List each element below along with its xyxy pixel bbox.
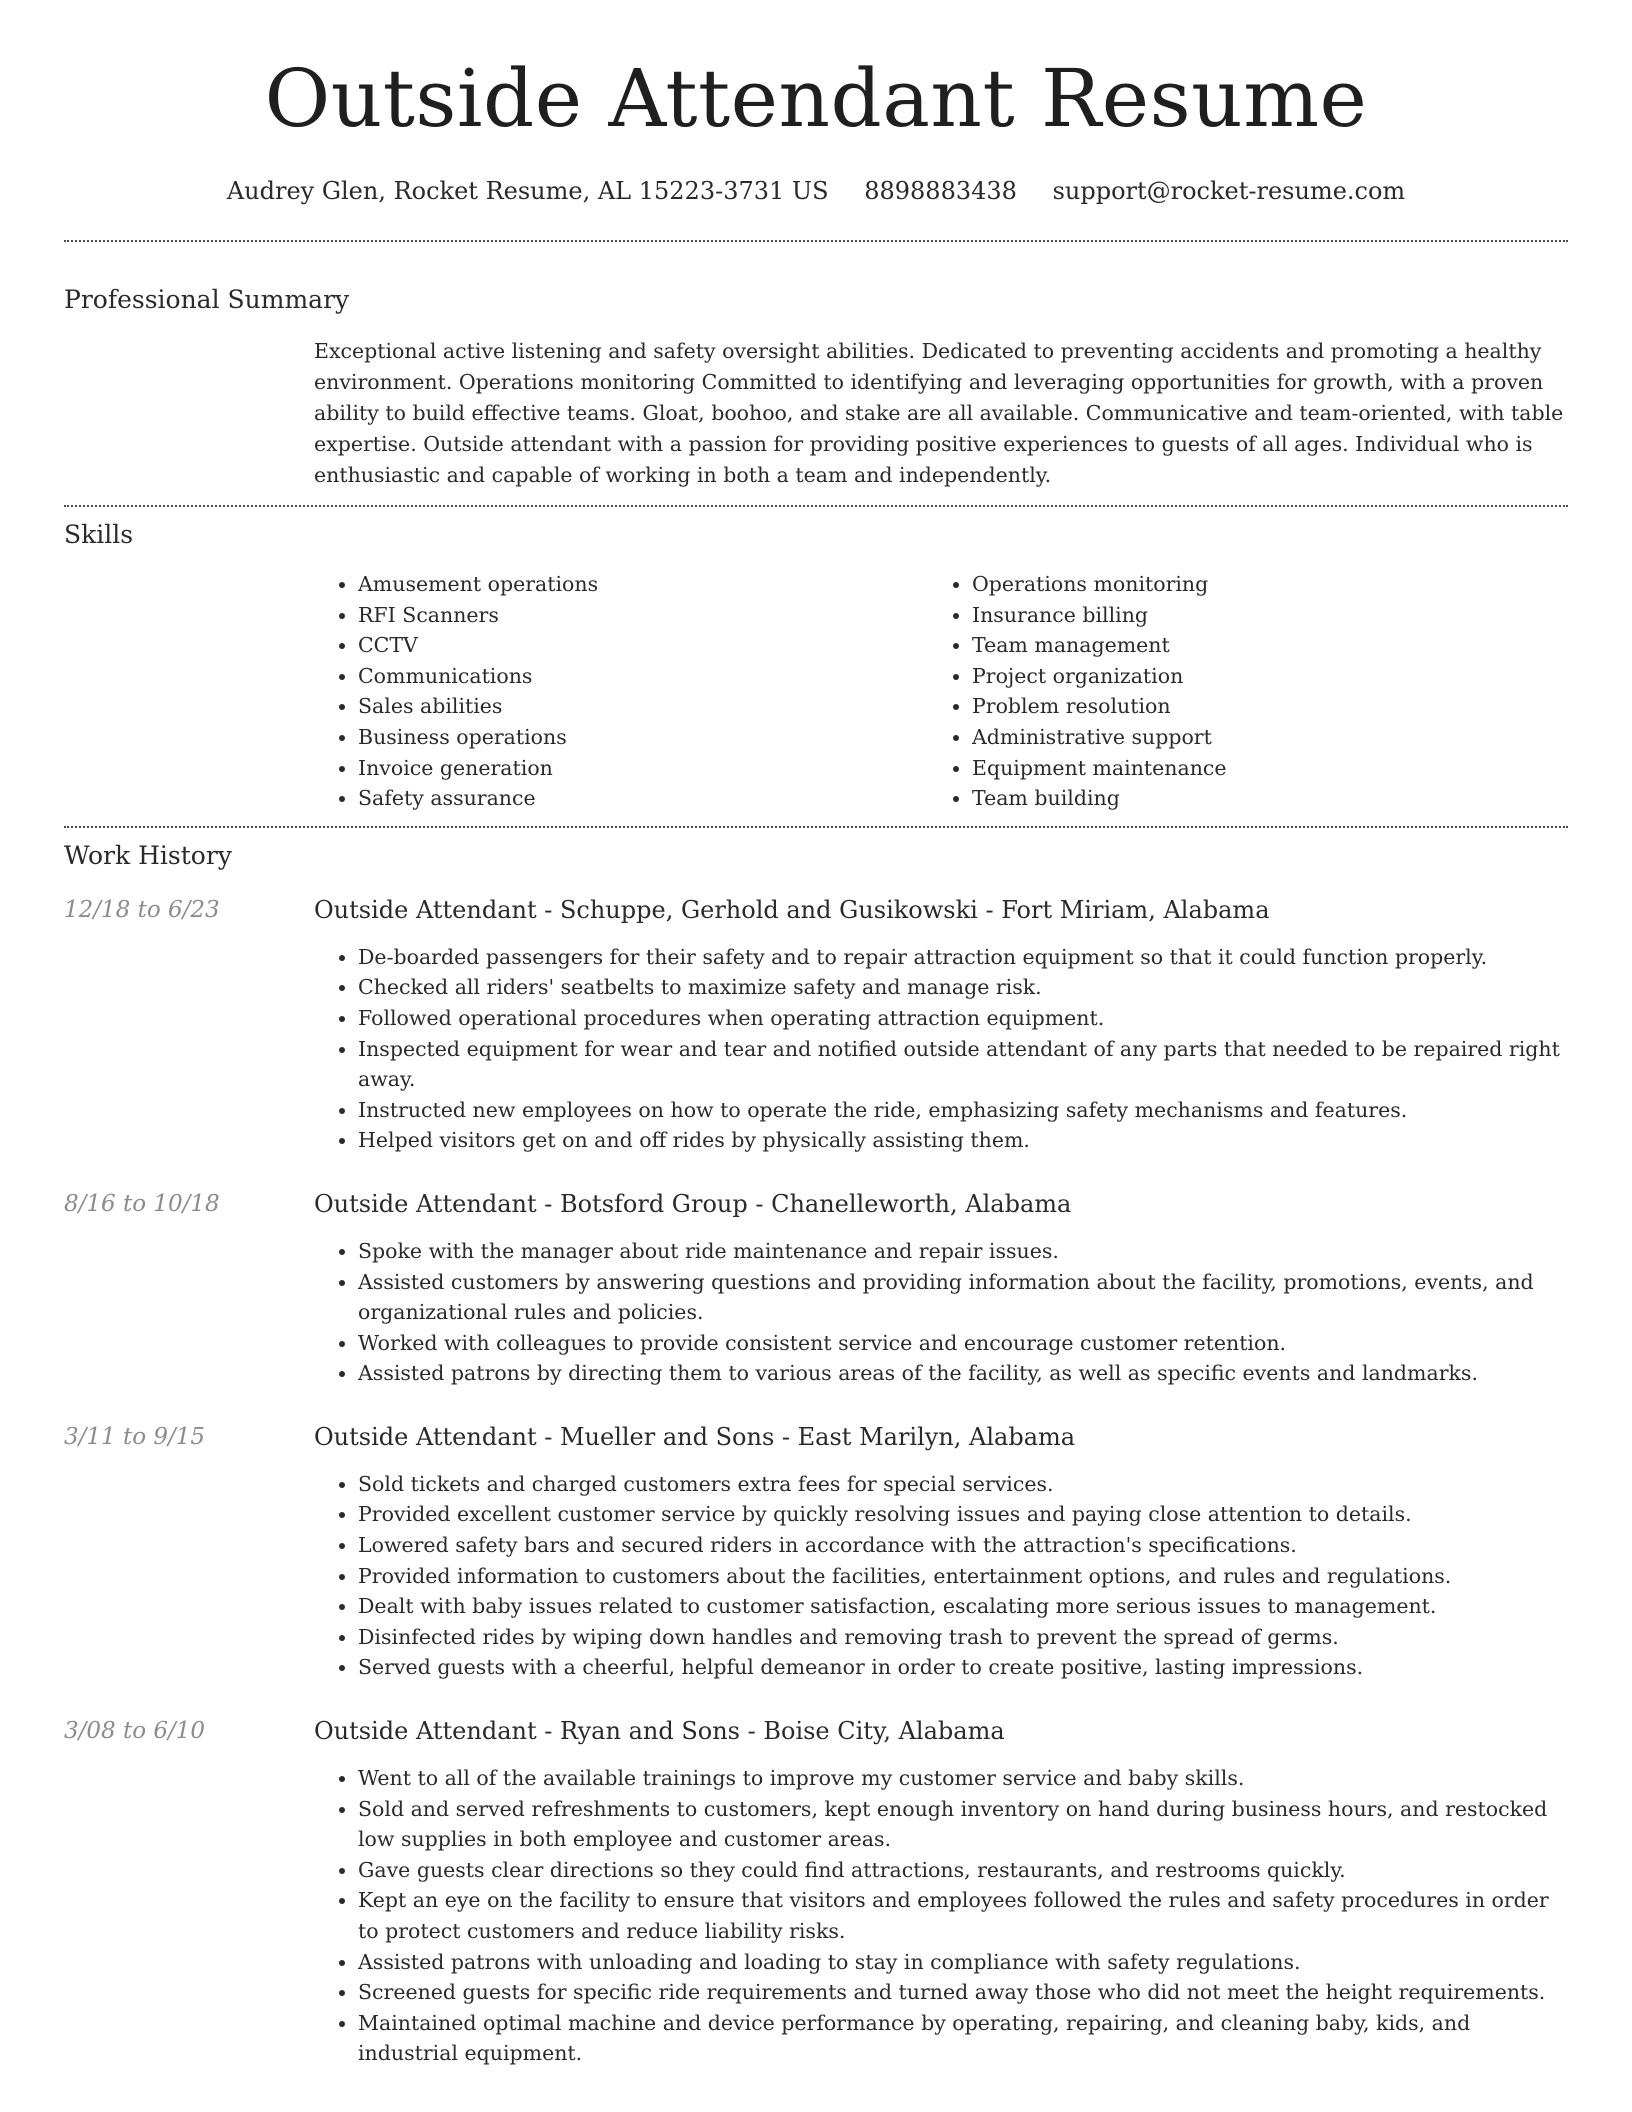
job-body	[314, 894, 1568, 1156]
job-bullet: • Helped visitors get on and off rides by physically assisting them.	[358, 1125, 1568, 1156]
job-heading: Outside Attendant - Mueller and Sons - East Marilyn, Alabama	[314, 1422, 1076, 1451]
job-bullet: • Went to all of the available trainings to improve my customer service and baby skills.	[358, 1763, 1568, 1794]
job-bullet: • Spoke with the manager about ride maintenance and repair issues.	[358, 1236, 1568, 1267]
job-bullets	[314, 942, 1568, 1156]
job-bullet: • De-boarded passengers for their safety and to repair attraction equipment so that it could function properly.	[358, 942, 1568, 973]
skill-item: • Invoice generation	[358, 753, 928, 784]
job-bullet: • Kept an eye on the facility to ensure that visitors and employees followed the rules and safety procedures in order to protect customers and reduce liability risks.	[358, 1885, 1568, 1946]
contact-email: support@rocket-resume.com	[1052, 177, 1406, 205]
job-bullet: • Followed operational procedures when operating attraction equipment.	[358, 1003, 1568, 1034]
job-bullet: • Dealt with baby issues related to customer satisfaction, escalating more serious issues to management.	[358, 1591, 1568, 1622]
job-dates: 8/16 to 10/18	[64, 1190, 220, 1217]
job-bullet: • Gave guests clear directions so they could find attractions, restaurants, and restrooms quickly.	[358, 1855, 1568, 1886]
job-bullet: • Inspected equipment for wear and tear and notified outside attendant of any parts that needed to be repaired right away.	[358, 1034, 1568, 1095]
skill-item: • Project organization	[972, 661, 1227, 692]
job-dates: 12/18 to 6/23	[64, 896, 220, 923]
skill-item: • Business operations	[358, 722, 928, 753]
skill-item: • Team building	[972, 783, 1227, 814]
contact-line	[64, 176, 1568, 206]
job-body	[314, 1715, 1568, 2069]
job-body	[314, 1421, 1568, 1683]
job-bullet: • Assisted patrons with unloading and loading to stay in compliance with safety regulations.	[358, 1947, 1568, 1978]
job-bullet: • Assisted customers by answering questions and providing information about the facility, promotions, events, and organizational rules and policies.	[358, 1267, 1568, 1328]
job-entry	[64, 1715, 1568, 2069]
job-bullet: • Disinfected rides by wiping down handles and removing trash to prevent the spread of germs.	[358, 1622, 1568, 1653]
job-bullet: • Checked all riders' seatbelts to maximize safety and manage risk.	[358, 972, 1568, 1003]
skill-item: • Equipment maintenance	[972, 753, 1227, 784]
resume-title: Outside Attendant Resume	[264, 52, 1368, 145]
job-bullet: • Sold and served refreshments to customers, kept enough inventory on hand during business hours, and restocked low supplies in both employee and customer areas.	[358, 1794, 1568, 1855]
skill-item: • Administrative support	[972, 722, 1227, 753]
skills-heading: Skills	[64, 520, 134, 549]
job-dates: 3/08 to 6/10	[64, 1718, 206, 1745]
contact-phone: 8898883438	[864, 177, 1017, 205]
job-bullets	[314, 1236, 1568, 1389]
skill-item: • Insurance billing	[972, 600, 1227, 631]
job-bullets	[314, 1469, 1568, 1683]
job-dates: 3/11 to 9/15	[64, 1423, 206, 1450]
skill-item: • Operations monitoring	[972, 569, 1227, 600]
skills-column-left	[314, 569, 928, 814]
skill-item: • Problem resolution	[972, 691, 1227, 722]
job-bullet: • Served guests with a cheerful, helpful demeanor in order to create positive, lasting impressions.	[358, 1652, 1568, 1683]
job-bullet: • Lowered safety bars and secured riders in accordance with the attraction's specifications.	[358, 1530, 1568, 1561]
skills-column-right	[928, 569, 1227, 814]
skill-item: • Safety assurance	[358, 783, 928, 814]
work-history-heading: Work History	[64, 840, 232, 870]
job-bullet: • Provided excellent customer service by quickly resolving issues and paying close attention to details.	[358, 1499, 1568, 1530]
section-divider	[64, 240, 1568, 242]
skill-item: • Sales abilities	[358, 691, 928, 722]
job-bullets	[314, 1763, 1568, 2069]
job-entry	[64, 1421, 1568, 1683]
job-bullet: • Sold tickets and charged customers extra fees for special services.	[358, 1469, 1568, 1500]
contact-address: Audrey Glen, Rocket Resume, AL 15223-3731 US	[226, 177, 829, 205]
job-bullet: • Instructed new employees on how to operate the ride, emphasizing safety mechanisms and features.	[358, 1095, 1568, 1126]
job-entry	[64, 894, 1568, 1156]
job-bullet: • Maintained optimal machine and device performance by operating, repairing, and cleaning baby, kids, and industrial equipment.	[358, 2008, 1568, 2069]
job-body	[314, 1188, 1568, 1389]
section-divider	[64, 826, 1568, 828]
skill-item: • CCTV	[358, 630, 928, 661]
summary-text: Exceptional active listening and safety oversight abilities. Dedicated to preventing accidents and promoting a healthy environment. Operations monitoring Committed to identifying and leveraging opportunities for growth, with a proven ability to build effective teams. Gloat, boohoo, and stake are all available. Communicative and team-oriented, with table expertise. Outside attendant with a passion for providing positive experiences to guests of all ages. Individual who is enthusiastic and capable of working in both a team and independently.	[314, 339, 1564, 487]
job-heading: Outside Attendant - Ryan and Sons - Boise City, Alabama	[314, 1717, 1005, 1746]
skill-item: • RFI Scanners	[358, 600, 928, 631]
job-heading: Outside Attendant - Botsford Group - Chanelleworth, Alabama	[314, 1189, 1072, 1218]
skill-item: • Amusement operations	[358, 569, 928, 600]
job-bullet: • Worked with colleagues to provide consistent service and encourage customer retention.	[358, 1328, 1568, 1359]
job-entry	[64, 1188, 1568, 1389]
summary-heading: Professional Summary	[64, 285, 350, 314]
skill-item: • Team management	[972, 630, 1227, 661]
section-divider	[64, 505, 1568, 507]
job-bullet: • Screened guests for specific ride requirements and turned away those who did not meet the height requirements.	[358, 1977, 1568, 2008]
job-bullet: • Provided information to customers about the facilities, entertainment options, and rules and regulations.	[358, 1561, 1568, 1592]
job-heading: Outside Attendant - Schuppe, Gerhold and Gusikowski - Fort Miriam, Alabama	[314, 895, 1270, 924]
job-bullet: • Assisted patrons by directing them to various areas of the facility, as well as specific events and landmarks.	[358, 1358, 1568, 1389]
skills-list	[314, 569, 1568, 814]
skill-item: • Communications	[358, 661, 928, 692]
